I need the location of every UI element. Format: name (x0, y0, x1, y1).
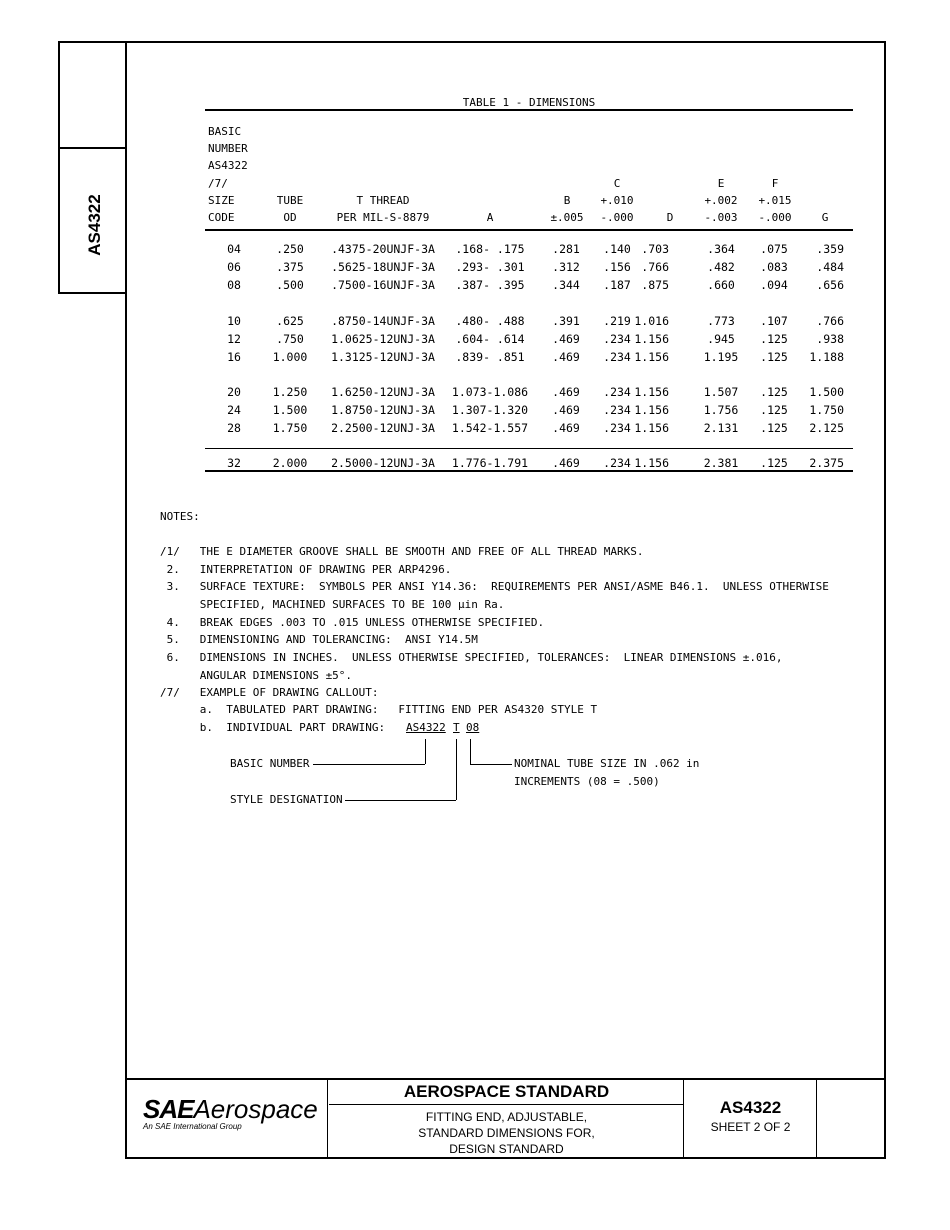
note-item: 3. SURFACE TEXTURE: SYMBOLS PER ANSI Y14.36: REQUIREMENTS PER ANSI/ASME B46.1. UNLESS OTHERWISE SPECIFIED, MACHINED SURFACES TO BE 100 μin Ra. (166, 580, 829, 611)
table-cell: .234 (603, 385, 631, 399)
table-cell: .469 (552, 456, 580, 470)
table-cell: .387- .395 (455, 278, 525, 292)
table-cell: .839- .851 (455, 350, 525, 364)
table-cell: 1.542-1.557 (451, 421, 529, 435)
logo-aerospace: Aerospace (193, 1094, 318, 1124)
logo-group: An SAE International Group (143, 1122, 242, 1131)
table-cell: 1.195 (703, 350, 739, 364)
table-cell: 1.156 (634, 456, 669, 470)
table-cell: .364 (707, 242, 735, 256)
header-f: F +.015 -.000 (758, 177, 792, 225)
table-cell: .094 (760, 278, 788, 292)
table-cell: 1.776-1.791 (451, 456, 529, 470)
table-cell: .125 (760, 456, 788, 470)
table-cell: 1.156 (634, 350, 669, 364)
label-basic-number: BASIC NUMBER (230, 757, 310, 770)
standard-description: FITTING END, ADJUSTABLE, STANDARD DIMENSIONS FOR, DESIGN STANDARD (418, 1110, 595, 1156)
table-cell: 1.3125-12UNJ-3A (331, 350, 435, 364)
table-cell: 16 (227, 350, 241, 364)
header-t-thread: T THREAD PER MIL-S-8879 (336, 194, 430, 225)
header-b: B ±.005 (550, 194, 584, 225)
table-cell: 1.188 (809, 350, 844, 364)
note-item: 4. BREAK EDGES .003 TO .015 UNLESS OTHERWISE SPECIFIED. (160, 616, 545, 629)
note-item: a. TABULATED PART DRAWING: FITTING END PER AS4320 STYLE T (160, 703, 598, 716)
table-cell: .359 (816, 242, 844, 256)
table-cell: 24 (227, 403, 241, 417)
table-cell: 1.6250-12UNJ-3A (331, 385, 435, 399)
table-cell: .125 (760, 350, 788, 364)
table-cell: .500 (276, 278, 304, 292)
table-cell: .469 (552, 421, 580, 435)
table-cell: 04 (227, 242, 241, 256)
table-cell: .391 (552, 314, 580, 328)
table-cell: 28 (227, 421, 241, 435)
table-cell: 1.250 (272, 385, 308, 399)
table-cell: .140 (603, 242, 631, 256)
leader-basic-vertical (425, 739, 426, 764)
table-cell: .083 (760, 260, 788, 274)
table-cell: .7500-16UNJF-3A (331, 278, 435, 292)
table-cell: 32 (227, 456, 241, 470)
side-tab-doc-number: AS4322 (85, 194, 104, 256)
table-cell: 1.156 (634, 403, 669, 417)
table-cell: .219 (603, 314, 631, 328)
table-cell: 2.5000-12UNJ-3A (331, 456, 435, 470)
standard-title: AEROSPACE STANDARD (403, 1082, 610, 1101)
leader-style-horizontal (345, 800, 456, 801)
table-cell: .234 (603, 456, 631, 470)
label-size-line2: INCREMENTS (08 = .500) (514, 775, 660, 788)
table-cell: 20 (227, 385, 241, 399)
table-cell: 1.0625-12UNJ-3A (331, 332, 435, 346)
note-item: 2. INTERPRETATION OF DRAWING PER ARP4296. (160, 563, 452, 576)
header-e: E +.002 -.003 (704, 177, 738, 225)
leader-basic-horizontal (313, 764, 425, 765)
table-cell: .938 (816, 332, 844, 346)
table-cell: 2.375 (809, 456, 844, 470)
table-cell: 1.500 (809, 385, 844, 399)
leader-size-horizontal (470, 764, 512, 765)
table-cell: .234 (603, 350, 631, 364)
table-cell: 1.016 (634, 314, 669, 328)
table-cell: .168- .175 (455, 242, 525, 256)
callout-basic-number: AS4322 (406, 721, 446, 734)
label-style-designation: STYLE DESIGNATION (230, 793, 343, 806)
table-last-row-rule (205, 448, 853, 449)
table-cell: 1.073-1.086 (451, 385, 529, 399)
header-c: C +.010 -.000 (600, 177, 634, 225)
table-cell: .234 (603, 332, 631, 346)
note-item: 6. DIMENSIONS IN INCHES. UNLESS OTHERWISE SPECIFIED, TOLERANCES: LINEAR DIMENSIONS ±.016, ANGULAR DIMENSIONS ±5°. (166, 651, 783, 682)
side-tab (58, 41, 127, 294)
table-cell: .156 (603, 260, 631, 274)
table-cell: .4375-20UNJF-3A (331, 242, 435, 256)
table-cell: 1.750 (272, 421, 308, 435)
table-cell: .469 (552, 332, 580, 346)
table-cell: 1.507 (703, 385, 739, 399)
table-cell: .344 (552, 278, 580, 292)
header-a: A (486, 211, 494, 224)
table-cell: .604- .614 (455, 332, 525, 346)
table-cell: .312 (552, 260, 580, 274)
table-cell: 1.756 (703, 403, 739, 417)
table-cell: 1.500 (272, 403, 308, 417)
table-cell: .750 (276, 332, 304, 346)
table-cell: 1.000 (272, 350, 308, 364)
table-cell: 1.307-1.320 (451, 403, 529, 417)
table-top-rule (205, 109, 853, 111)
note-item: /7/ EXAMPLE OF DRAWING CALLOUT: (160, 686, 379, 699)
table-cell: 06 (227, 260, 241, 274)
table-cell: .8750-14UNJF-3A (331, 314, 435, 328)
table-cell: .469 (552, 385, 580, 399)
table-cell: .125 (760, 403, 788, 417)
table-cell: .484 (816, 260, 844, 274)
table-cell: .107 (760, 314, 788, 328)
table-cell: .075 (760, 242, 788, 256)
sheet-number: SHEET 2 OF 2 (710, 1120, 791, 1134)
table-cell: 1.750 (809, 403, 844, 417)
table-cell: 2.125 (809, 421, 844, 435)
table-title: TABLE 1 - DIMENSIONS (462, 96, 596, 109)
table-cell: .187 (603, 278, 631, 292)
table-cell: .773 (707, 314, 735, 328)
logo-sae: SAE (143, 1094, 194, 1124)
table-cell: .125 (760, 421, 788, 435)
table-cell: 2.000 (272, 456, 308, 470)
leader-style-vertical (456, 739, 457, 800)
table-cell: .250 (276, 242, 304, 256)
table-cell: .703 (641, 242, 669, 256)
header-d: D (666, 211, 674, 224)
notes-heading: NOTES: (160, 510, 200, 523)
callout-style: T (453, 721, 460, 734)
table-cell: 08 (227, 278, 241, 292)
table-cell: .125 (760, 385, 788, 399)
header-tube-od: TUBE OD (276, 194, 304, 225)
label-size-line1: NOMINAL TUBE SIZE IN .062 in (514, 757, 700, 770)
title-block-divider-3 (816, 1080, 817, 1159)
table-cell: .660 (707, 278, 735, 292)
side-tab-divider (60, 147, 127, 149)
title-block-divider-1 (327, 1080, 328, 1159)
table-cell: .482 (707, 260, 735, 274)
table-cell: 1.8750-12UNJ-3A (331, 403, 435, 417)
table-cell: .945 (707, 332, 735, 346)
table-cell: .234 (603, 421, 631, 435)
note-item: /1/ THE E DIAMETER GROOVE SHALL BE SMOOTH AND FREE OF ALL THREAD MARKS. (160, 545, 644, 558)
table-cell: .766 (816, 314, 844, 328)
leader-size-vertical (470, 739, 471, 764)
callout-size: 08 (466, 721, 480, 734)
table-cell: 1.156 (634, 332, 669, 346)
table-cell: 10 (227, 314, 241, 328)
footer-doc-number: AS4322 (719, 1098, 782, 1117)
table-cell: 2.131 (703, 421, 739, 435)
table-cell: .469 (552, 350, 580, 364)
table-cell: .375 (276, 260, 304, 274)
table-cell: .125 (760, 332, 788, 346)
table-header-rule (205, 229, 853, 231)
table-cell: 2.2500-12UNJ-3A (331, 421, 435, 435)
note-item: b. INDIVIDUAL PART DRAWING: (160, 721, 386, 734)
table-cell: .480- .488 (455, 314, 525, 328)
header-size-code: BASIC NUMBER AS4322 /7/ SIZE CODE (208, 125, 248, 225)
table-cell: .469 (552, 403, 580, 417)
title-block (125, 1078, 886, 1159)
table-cell: .875 (641, 278, 669, 292)
note-item: 5. DIMENSIONING AND TOLERANCING: ANSI Y14.5M (160, 633, 478, 646)
table-cell: 2.381 (703, 456, 739, 470)
table-cell: .293- .301 (455, 260, 525, 274)
table-cell: 1.156 (634, 421, 669, 435)
table-cell: .766 (641, 260, 669, 274)
sae-aerospace-logo (143, 1094, 318, 1131)
table-cell: .234 (603, 403, 631, 417)
header-g: G (821, 211, 829, 224)
table-cell: .281 (552, 242, 580, 256)
table-cell: 1.156 (634, 385, 669, 399)
standard-title-rule (329, 1104, 684, 1105)
table-cell: 12 (227, 332, 241, 346)
table-cell: .5625-18UNJF-3A (331, 260, 435, 274)
table-cell: .656 (816, 278, 844, 292)
table-cell: .625 (276, 314, 304, 328)
